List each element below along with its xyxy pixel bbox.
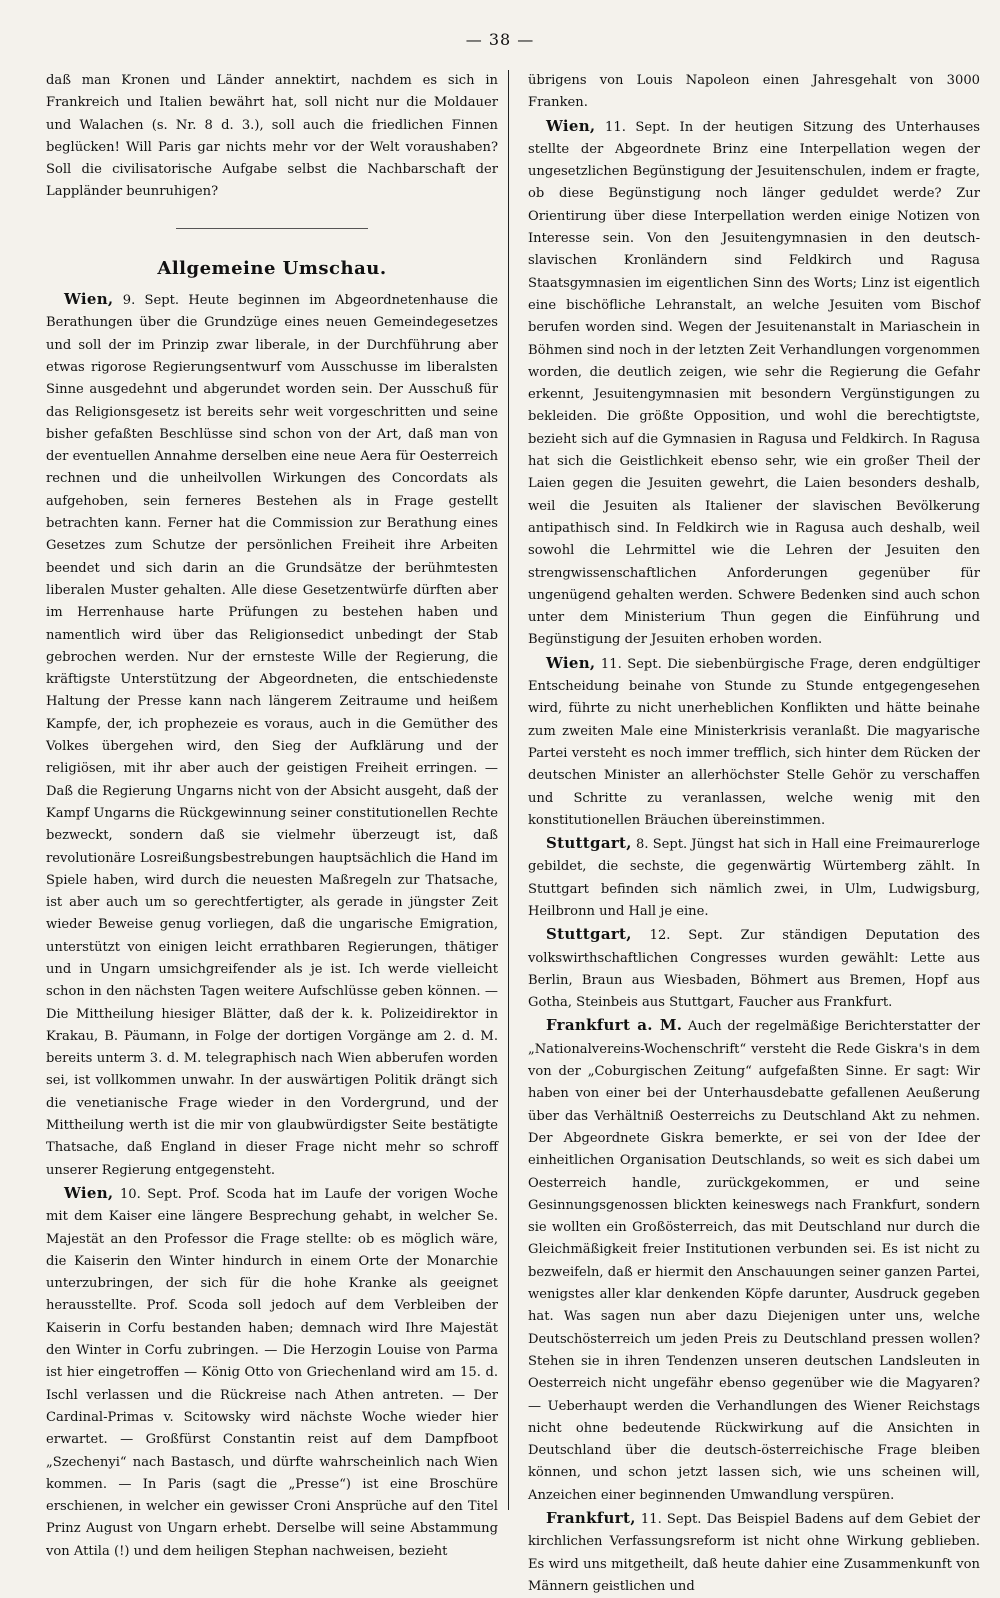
separator-rule [46,204,498,252]
article-date: 9. Sept. [122,293,180,309]
columns [46,70,981,1594]
article-text: Die siebenbürgische Frage, deren endgültiger Entscheidung beinahe von Stunde zu Stunde entgegengesehen wird, führte zu nicht unerheblichen Konflikten und hätte beinahe zum zweiten Male eine Ministerkrisis veranlaßt. Die magyarische Partei versteht es noch immer trefflich, sich hinter dem Rücken der deutschen Minister an allerhöchster Stelle Gehör zu verschaffen und Schritte zu veranlassen, welche wenig mit den konstitutionellen Bräuchen übereinstimmen. [528,656,980,828]
article-place: Stuttgart, [546,925,632,944]
left-column [46,70,499,1559]
article [528,923,980,1014]
article-text: Heute beginnen im Abgeordnetenhause die Berathungen über die Grundzüge eines neuen Gemeindegesetzes und soll der im Prinzip zwar liberale, in der Durchführung aber etwas rigorose Regierungsentwurf vom Ausschusse im liberalsten Sinne ausgedehnt und abgerundet worden sein. Der Ausschuß für das Religionsgesetz ist bereits sehr weit vorgeschritten und seine bisher gefaßten Beschlüsse sind schon von der Art, daß man von der eventuellen Annahme derselben eine neue Aera für Oesterreich rechnen und die unheilvollen Wirkungen des Concordats als aufgehoben, sein ferneres Bestehen als in Frage gestellt betrachten kann. Ferner hat die Commission zur Berathung eines Gesetzes zum Schutze der persönlichen Freiheit ihre Arbeiten beendet und sich darin an die Grundsätze der berühmtesten liberalen Muster gehalten. Alle diese Gesetzentwürfe dürften aber im Herrenhause harte Prüfungen zu bestehen haben und namentlich wird über das Religionsedict unbedingt der Stab gebrochen werden. Nur der ernsteste Wille der Regierung, die kräftigste Unterstützung der Abgeordneten, die entschiedenste Haltung der Presse kann nach längerem Zeitraume und heißem Kampfe, der, ich prophezeie es voraus, auch in die Gemüther des Volkes übergehen wird, den Sieg der Aufklärung und der religiösen, mit ihr aber auch der geistigen Freiheit erringen. — Daß die Regierung Ungarns nicht von der Absicht ausgeht, daß der Kampf Ungarns die Rückgewinnung seiner constitutionellen Rechte bezweckt, sondern daß sie vielmehr überzeugt ist, daß revolutionäre Losreißungsbestrebungen hauptsächlich die Hand im Spiele haben, wird durch die neuesten Maßregeln zur Thatsache, ist aber auch um so gerechtfertigter, als gerade in jüngster Zeit wieder Beweise genug vorliegen, daß die ungarische Emigration, unterstützt von einigen leicht errathbaren Regierungen, thätiger und in Ungarn umsichgreifender als je ist. Ich werde vielleicht schon in den nächsten Tagen weitere Aufschlüsse geben können. — Die Mittheilung hiesiger Blätter, daß der k. k. Polizeidirektor in Krakau, B. Päumann, in Folge der dortigen Vorgänge am 2. d. M. bereits unterm 3. d. M. telegraphisch nach Wien abberufen worden sei, ist vollkommen unwahr. In der auswärtigen Politik drängt sich die venetianische Frage wieder in den Vordergrund, und der Mittheilung werth ist die mir von glaubwürdigster Seite bestätigte Thatsache, daß England in dieser Frage nicht mehr so schroff unserer Regierung entgegensteht. [46,293,498,1178]
article-date: 11. Sept. [605,119,670,135]
article-date: 11. Sept. [640,1512,702,1527]
article-text: Zur ständigen Deputation des volkswirthschaftlichen Congresses wurden gewählt: Lette aus Berlin, Braun aus Wiesbaden, Böhmert aus Bremen, Hopf aus Gotha, Steinbeis aus Stuttgart, Faucher aus Frankfurt. [528,928,980,1011]
article [528,1507,980,1598]
article-place: Frankfurt a. M. [546,1016,683,1035]
section-title: Allgemeine Umschau. [157,257,387,279]
article [528,832,980,923]
right-column [528,70,981,1594]
article [46,288,498,1182]
article [528,115,980,652]
page-number: — 38 — [465,30,535,49]
article-text: Prof. Scoda hat im Laufe der vorigen Woche mit dem Kaiser eine längere Besprechung gehabt, in welcher Se. Majestät an den Professor die Frage stellte: ob es möglich wäre, die Kaiserin den Winter hindurch in einem Orte der Monarchie unterzubringen, der sich für die hohe Kranke als geeignet herausstellte. Prof. Scoda soll jedoch auf dem Verbleiben der Kaiserin in Corfu bestanden haben; demnach wird Ihre Majestät den Winter in Corfu zubringen. — Die Herzogin Louise von Parma ist hier eingetroffen — König Otto von Griechenland wird am 15. d. Ischl verlassen und die Rückreise nach Athen antreten. — Der Cardinal-Primas v. Scitowsky wird nächste Woche wieder hier erwartet. — Großfürst Constantin reist auf dem Dampfboot „Szechenyi“ nach Bastasch, und dürfte wahrscheinlich nach Wien kommen. — In Paris (sagt die „Presse“) ist eine Broschüre erschienen, in welcher ein gewisser Croni Ansprüche auf den Titel Prinz August von Ungarn erhebt. Derselbe will seine Abstammung von Attila (!) und dem heiligen Stephan nachweisen, bezieht [46,1186,499,1559]
article-place: Frankfurt, [546,1509,636,1527]
article-place: Wien, [64,1183,114,1202]
article [528,652,980,832]
article-date: 8. Sept. [636,837,688,853]
article-place: Wien, [546,116,596,135]
article-text: Jüngst hat sich in Hall eine Freimaurerloge gebildet, die sechste, die gegenwärtig Würtemberg zählt. In Stuttgart befinden sich nämlich zwei, in Ulm, Ludwigsburg, Heilbronn und Hall je eine. [528,837,980,919]
right-intro-paragraph: übrigens von Louis Napoleon einen Jahresgehalt von 3000 Franken. [528,73,980,111]
article-text: Das Beispiel Badens auf dem Gebiet der kirchlichen Verfassungsreform ist nicht ohne Wirkung geblieben. Es wird uns mitgetheilt, daß heute dahier eine Zusammenkunft von Männern geistlichen und [528,1512,981,1594]
article [528,1014,980,1507]
article-place: Wien, [64,290,114,309]
article-date: 11. Sept. [600,656,662,672]
article-text: In der heutigen Sitzung des Unterhauses stellte der Abgeordnete Brinz eine Interpellation wegen der ungesetzlichen Begünstigung der Jesuitenschulen, indem er fragte, ob diese Begünstigung noch länger geduldet werde? Zur Orientirung über diese Interpellation werden einige Notizen von Interesse sein. Von den Jesuitengymnasien in den deutsch-slavischen Kronländern sind Feldkirch und Ragusa Staatsgymnasien im eigentlichen Sinn des Worts; Linz ist eigentlich eine bischöfliche Lehranstalt, an welche Jesuiten vom Bischof berufen worden sind. Wegen der Jesuitenanstalt in Mariaschein in Böhmen sind noch in der letzten Zeit Verhandlungen vorgenommen worden, die deutlich zeigen, wie sehr die Regierung die Gefahr erkennt, Jesuitengymnasien mit besondern Vergünstigungen zu bekleiden. Die größte Opposition, und wohl die berechtigtste, bezieht sich auf die Gymnasien in Ragusa und Feldkirch. In Ragusa hat sich die Geistlichkeit ebenso sehr, wie ein großer Theil der Laien gegen die Jesuiten gewehrt, die Laien besonders deshalb, weil die Jesuiten als Italiener der slavischen Bevölkerung antipathisch sind. In Feldkirch wie in Ragusa auch deshalb, weil sowohl die Lehrmittel wie die Lehren der Jesuiten den strengwissenschaftlichen Anforderungen gegenüber für ungenügend gehalten werden. Schwere Bedenken sind auch schon unter dem Ministerium Thun gegen die Einführung und Begünstigung der Jesuiten erhoben worden. [528,119,980,648]
article-date: 12. Sept. [649,928,723,944]
article-place: Wien, [546,653,596,672]
article-date: 10. Sept. [119,1186,182,1202]
article-place: Stuttgart, [546,834,632,853]
article-text: Auch der regelmäßige Berichterstatter der „Nationalvereins-Wochenschrift“ versteht die Rede Giskra's in dem von der „Coburgischen Zeitung“ aufgefaßten Sinne. Er sagt: Wir haben von einer bei der Unterhausdebatte gefallenen Aeußerung über das Verhältniß Oesterreichs zu Deutschland Akt zu nehmen. Der Abgeordnete Giskra bemerkte, er sei von der Idee der einheitlichen Organisation Deutschlands, so weit es sich dabei um Oesterreich handle, zurückgekommen, er und seine Gesinnungsgenossen blickten keineswegs nach Frankfurt, sondern sie wollten ein Großösterreich, das mit Deutschland nur durch die Gleichmäßigkeit freier Institutionen verbunden sei. Es ist nicht zu bezweifeln, daß er hiermit den Anschauungen seiner ganzen Partei, wenigstes aller klar denkenden Köpfe darunter, Ausdruck gegeben hat. Was sagen nun aber dazu Diejenigen unter uns, welche Deutschösterreich um jeden Preis zu Deutschland pressen wollen? Stehen sie in ihren Tendenzen unseren deutschen Landsleuten in Oesterreich nicht ungefähr ebenso gegenüber wie die Magyaren? — Ueberhaupt werden die Verhandlungen des Wiener Reichstags nicht ohne bedeutende Rückwirkung auf die Ansichten in Deutschland über die deutsch-österreichische Frage bleiben können, und schon jetzt lassen sich, wie uns scheinen will, Anzeichen einer beginnenden Umwandlung verspüren. [528,1019,980,1503]
column-divider [508,70,509,1510]
article [46,1182,498,1563]
left-intro-paragraph: daß man Kronen und Länder annektirt, nachdem es sich in Frankreich und Italien bewährt hat, soll nicht nur die Moldauer und Walachen (s. Nr. 8 d. 3.), soll auch die friedlichen Finnen beglücken! Will Paris gar nichts mehr vor der Welt voraushaben? Soll die civilisatorische Aufgabe selbst die Nachbarschaft der Lappländer beunruhigen? [46,73,498,200]
